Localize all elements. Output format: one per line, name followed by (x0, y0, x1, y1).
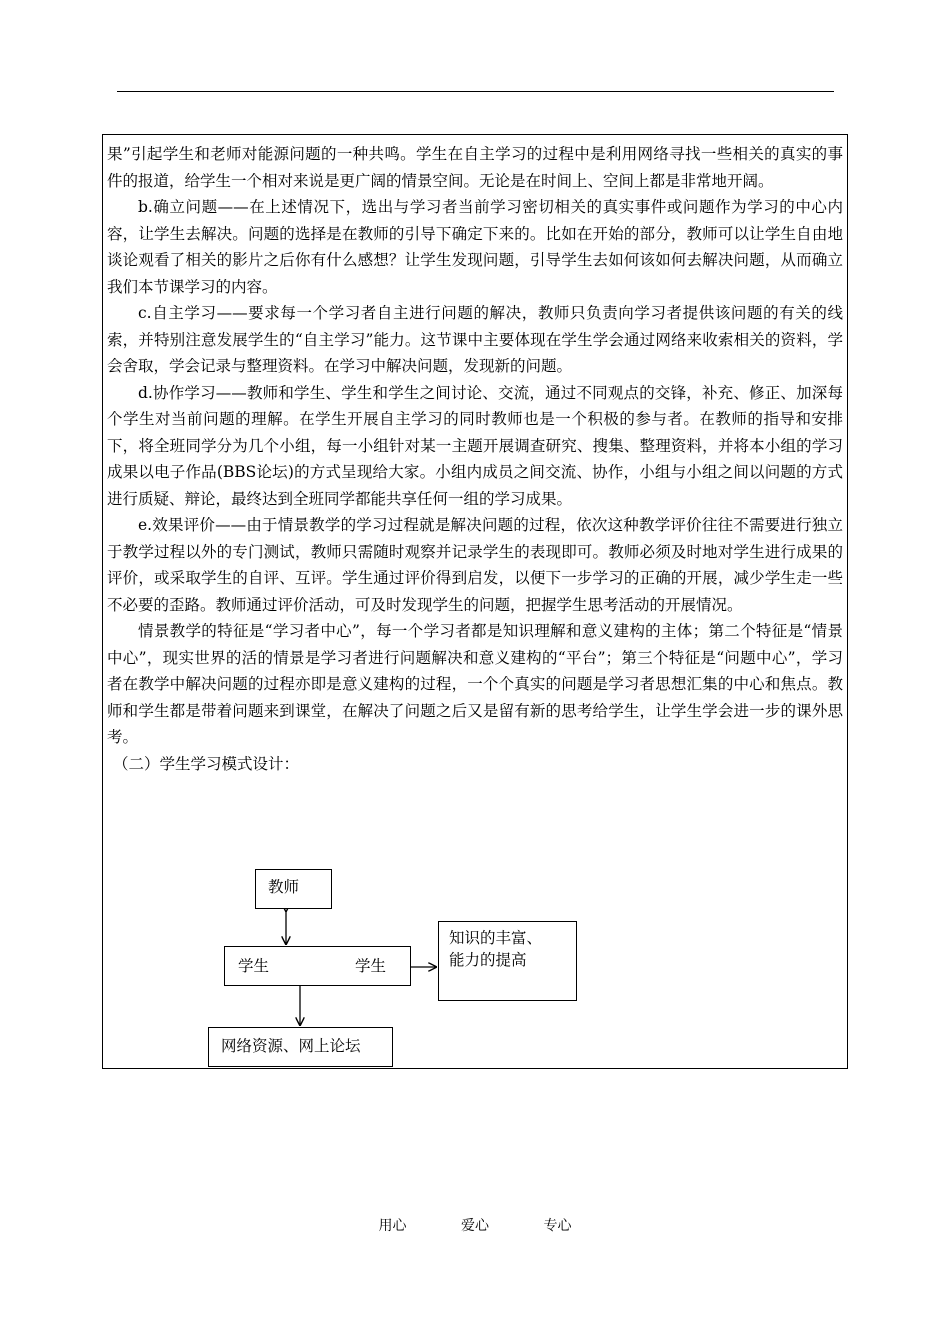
header-rule (117, 91, 834, 92)
paragraph-self-study: c.自主学习——要求每一个学习者自主进行问题的解决，教师只负责向学习者提供该问题的有关的线索，并特别注意发展学生的“自主学习”能力。这节课中主要体现在学生学会通过网络来收索相关的资料，学会舍取，学会记录与整理资料。在学习中解决问题，发现新的问题。 (107, 304, 843, 375)
learning-model-diagram (103, 135, 849, 1070)
outcome-box (438, 921, 577, 1001)
paragraph-intro-continuation: 果”引起学生和老师对能源问题的一种共鸣。学生在自主学习的过程中是利用网络寻找一些相关的真实的事件的报道，给学生一个相对来说是更广阔的情景空间。无论是在时间上、空间上都是非常地开阔。 (107, 145, 843, 190)
student-right-label: 学生 (355, 957, 387, 975)
outcome-line-2: 能力的提高 (449, 951, 527, 969)
paragraph-cooperative-learning: d.协作学习——教师和学生、学生和学生之间讨论、交流，通过不同观点的交锋，补充、修正、加深每个学生对当前问题的理解。在学生开展自主学习的同时教师也是一个积极的参与者。在教师的指导和安排下，将全班同学分为几个小组，每一小组针对某一主题开展调查研究、搜集、整理资料，并将本小组的学习成果以电子作品(BBS论坛)的方式呈现给大家。小组内成员之间交流、协作，小组与小组之间以问题的方式进行质疑、辩论，最终达到全班同学都能共享任何一组的学习成果。 (107, 383, 843, 508)
sub-heading: （二）学生学习模式设计： (113, 754, 300, 773)
footer-word-3: 专心 (543, 1218, 572, 1234)
footer-word-1: 用心 (378, 1218, 407, 1234)
paragraph-evaluation: e.效果评价——由于情景教学的学习过程就是解决问题的过程，依次这种教学评价往往不需要进行独立于教学过程以外的专门测试，教师只需随时观察并记录学生的表现即可。教师必须及时地对学生进行成果的评价，或采取学生的自评、互评。学生通过评价得到启发，以便下一步学习的正确的开展，减少学生走一些不必要的歪路。教师通过评价活动，可及时发现学生的问题，把握学生思考活动的开展情况。 (107, 516, 843, 614)
resources-box (208, 1027, 393, 1067)
teacher-box (255, 869, 332, 909)
footer-word-2: 爱心 (461, 1218, 489, 1234)
teacher-label: 教师 (268, 878, 300, 896)
student-left-label: 学生 (238, 957, 270, 975)
content-frame (102, 134, 848, 1069)
resources-label: 网络资源、网上论坛 (221, 1037, 361, 1055)
students-box (224, 946, 411, 986)
outcome-line-1: 知识的丰富、 (449, 929, 543, 947)
paragraph-features: 情景教学的特征是“学习者中心”，每一个学习者都是知识理解和意义建构的主体；第二个特征是“情景中心”，现实世界的活的情景是学习者进行问题解决和意义建构的“平台”；第三个特征是“问题中心”，学习者在教学中解决问题的过程亦即是意义建构的过程，一个个真实的问题是学习者思想汇集的中心和焦点。教师和学生都是带着问题来到课堂，在解决了问题之后又是留有新的思考给学生，让学生学会进一步的课外思考。 (107, 622, 843, 746)
page-footer (0, 1215, 950, 1235)
paragraph-define-problem: b.确立问题——在上述情况下，选出与学习者当前学习密切相关的真实事件或问题作为学习的中心内容，让学生去解决。问题的选择是在教师的引导下确定下来的。比如在开始的部分，教师可以让学生自由地谈论观看了相关的影片之后你有什么感想？让学生发现问题，引导学生去如何该如何去解决问题，从而确立我们本节课学习的内容。 (107, 198, 843, 296)
